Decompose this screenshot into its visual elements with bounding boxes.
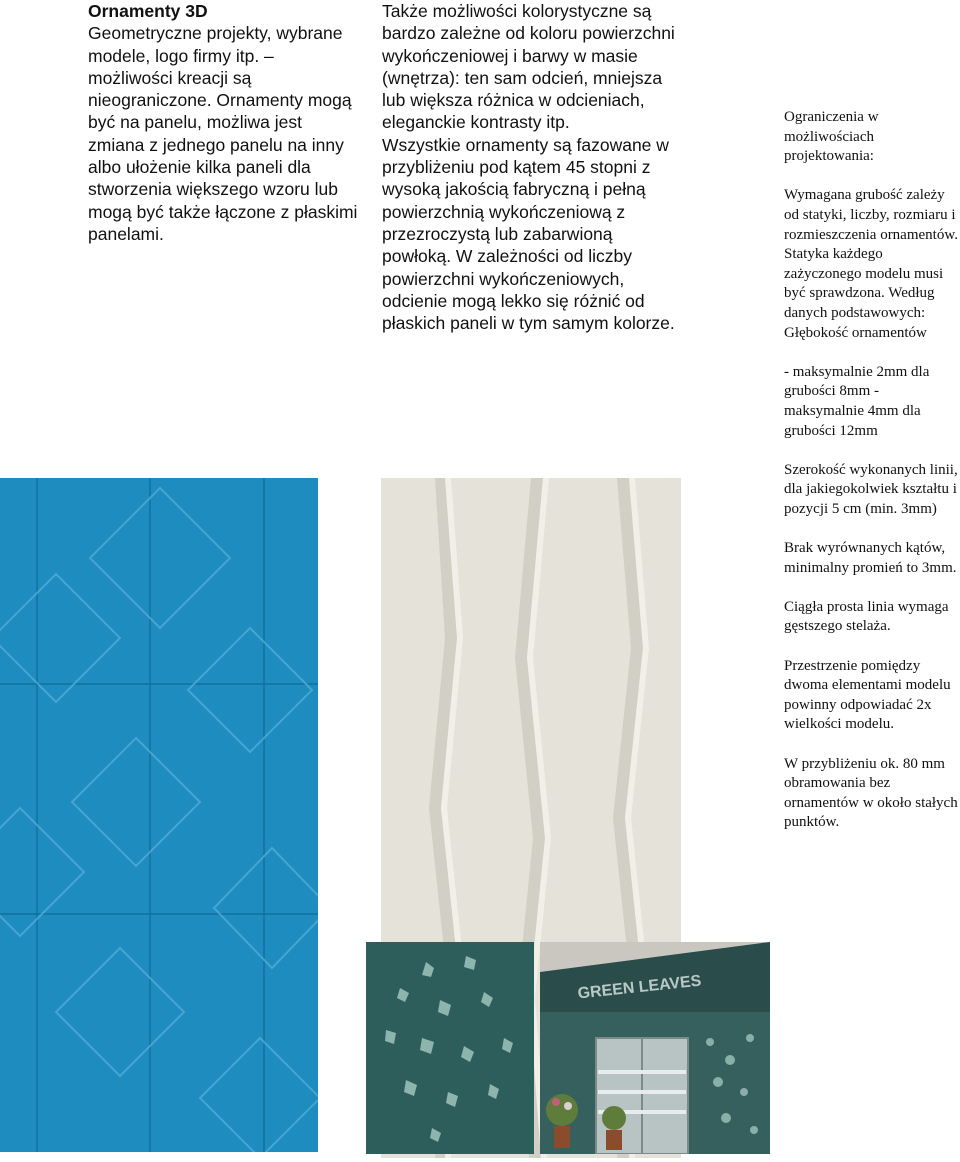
left-text-column bbox=[88, 0, 360, 245]
spacing-note: Przestrzenie pomiędzy dwoma elementami modelu powinny odpowiadać 2x wielkości modelu. bbox=[784, 657, 951, 733]
left-body-text: Geometryczne projekty, wybrane modele, logo firmy itp. – możliwości kreacji są nieograniczone. Ornamenty mogą być na panelu, możliwa jest zmiana z jednego panelu na inny albo ułożenie kilka paneli dla stworzenia większego wzoru lub mogą być także łączone z płaskimi panelami. bbox=[88, 23, 358, 244]
middle-paragraph-2: Wszystkie ornamenty są fazowane w przybliżeniu pod kątem 45 stopni z wysoką jakością fabryczną i pełną powierzchnią wykończeniową z przezroczystą lub zabarwioną powłoką. W zależności od liczby powierzchni wykończeniowych, odcienie mogą lekko się różnić od płaskich paneli w tym samym kolorze. bbox=[382, 134, 675, 334]
straight-line-note: Ciągła prosta linia wymaga gęstszego stelaża. bbox=[784, 598, 949, 635]
border-note: W przybliżeniu ok. 80 mm obramowania bez ornamentów w około stałych punktów. bbox=[784, 755, 958, 831]
storefront-photo bbox=[540, 942, 770, 1154]
angles-note: Brak wyrównanych kątów, minimalny promień to 3mm. bbox=[784, 540, 957, 576]
line-width-note: Szerokość wykonanych linii, dla jakiegokolwiek kształtu i pozycji 5 cm (min. 3mm) bbox=[784, 461, 958, 517]
store-sign-text: GREEN LEAVES bbox=[576, 972, 703, 1003]
depth-note: - maksymalnie 2mm dla grubości 8mm - maksymalnie 4mm dla grubości 12mm bbox=[784, 363, 930, 439]
right-text-column bbox=[784, 108, 960, 853]
middle-text-column bbox=[382, 0, 682, 334]
section-title: Ornamenty 3D bbox=[88, 1, 208, 21]
thickness-note: Wymagana grubość zależy od statyki, liczby, rozmiaru i rozmieszczenia ornamentów. Statyka każdego zażyczonego modelu musi być sprawdzona. Według danych podstawowych: Głębokość ornamentów bbox=[784, 187, 958, 341]
middle-paragraph-1: Także możliwości kolorystyczne są bardzo zależne od koloru powierzchni wykończeniowej i barwy w masie (wnętrza): ten sam odcień, mniejsza lub większa różnica w odcieniach, eleganckie kontrasty itp. bbox=[382, 1, 675, 133]
green-leaf-panel-photo bbox=[366, 942, 534, 1154]
blue-diamond-panels-photo bbox=[0, 478, 318, 1152]
design-limits-heading: Ograniczenia w możliwościach projektowania: bbox=[784, 109, 879, 165]
